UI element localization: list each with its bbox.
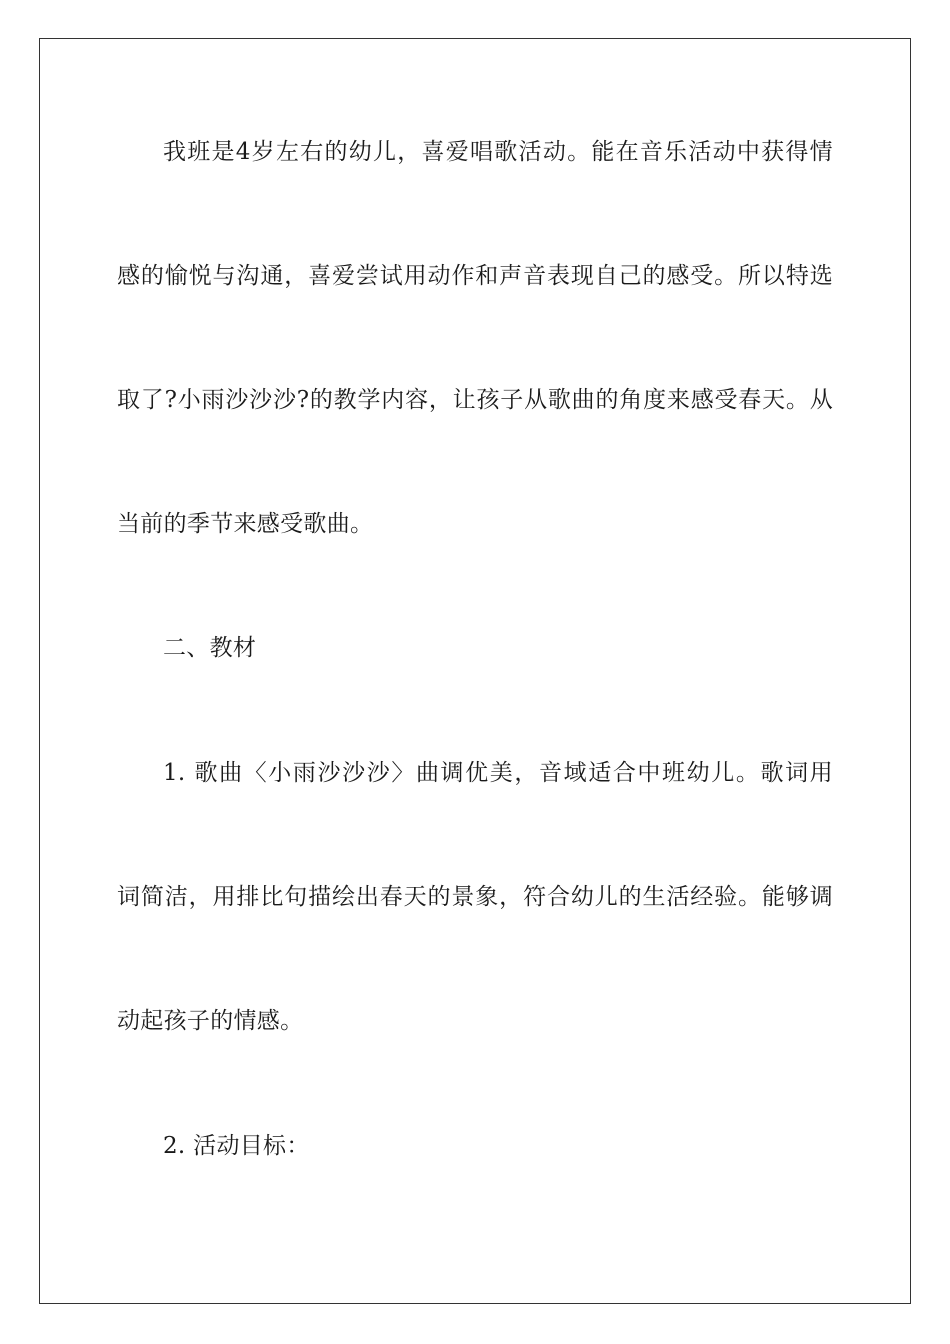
paragraph-1-line-4: 当前的季节来感受歌曲。 <box>117 511 374 537</box>
page-border <box>39 38 911 1304</box>
paragraph-1-line-2: 感的愉悦与沟通，喜爱尝试用动作和声音表现自己的感受。所以特选 <box>117 263 833 289</box>
paragraph-1-line-3: 取了?小雨沙沙沙?的教学内容，让孩子从歌曲的角度来感受春天。从 <box>117 387 833 413</box>
paragraph-2-line-1: 1. 歌曲〈小雨沙沙沙〉曲调优美，音域适合中班幼儿。歌词用 <box>163 760 833 786</box>
activity-goals-heading: 2. 活动目标： <box>163 1133 310 1159</box>
paragraph-1-line-1: 我班是4岁左右的幼儿，喜爱唱歌活动。能在音乐活动中获得情 <box>163 139 833 165</box>
paragraph-2-line-3: 动起孩子的情感。 <box>117 1008 304 1034</box>
paragraph-2-line-2: 词简洁，用排比句描绘出春天的景象，符合幼儿的生活经验。能够调 <box>117 884 833 910</box>
section-heading-materials: 二、教材 <box>163 635 257 661</box>
